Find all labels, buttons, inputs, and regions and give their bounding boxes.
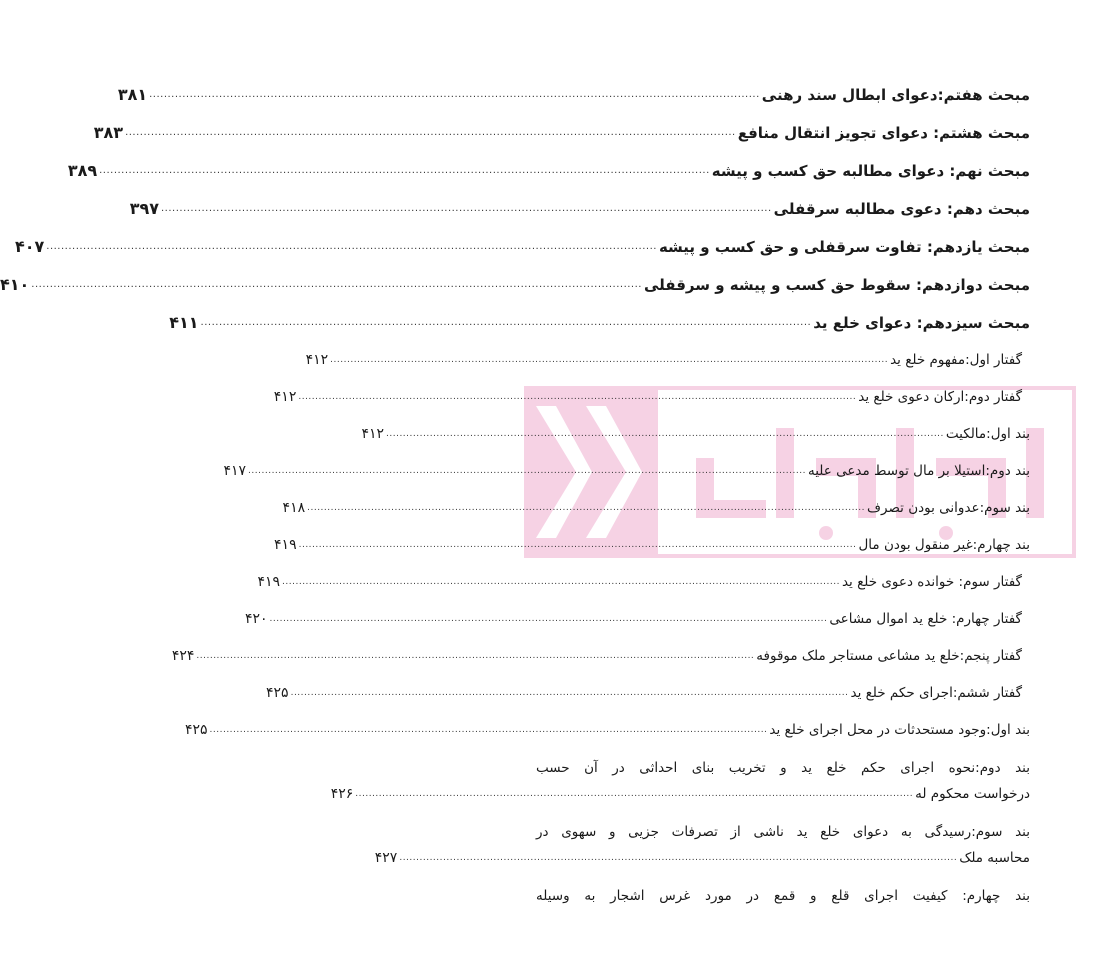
toc-leader-dots: ......................................................................................................................................................................	[298, 392, 857, 402]
toc-section-2	[273, 379, 1030, 416]
toc-item-1	[361, 416, 1030, 453]
toc-leader-dots: ......................................................................................................................................................................	[307, 503, 866, 513]
toc-leader-dots: ......................................................................................................................................................................	[290, 688, 849, 698]
toc-leader-dots: ......................................................................................................................................................................	[125, 127, 736, 138]
toc-page-number: ۴۱۹	[274, 537, 297, 553]
toc-leader-dots: ......................................................................................................................................................................	[399, 853, 958, 863]
toc-entry-label: گفتار ششم:اجرای حکم خلع ید	[850, 685, 1022, 701]
toc-item-5	[184, 712, 1030, 749]
toc-entry-label: مبحث سیزدهم: دعوای خلع ید	[813, 314, 1030, 332]
toc-leader-dots: ......................................................................................................................................................................	[355, 789, 914, 799]
table-of-contents	[0, 76, 1030, 915]
toc-page-number: ۴۱۲	[273, 389, 297, 405]
toc-leader-dots: ......................................................................................................................................................................	[330, 355, 889, 365]
toc-entry-label: مبحث دوازدهم: سقوط حق کسب و پیشه و سرقفلی	[643, 276, 1030, 294]
toc-entry-label: بند چهارم:غیر منقول بودن مال	[858, 537, 1030, 553]
toc-page-number: ۴۰۷	[14, 237, 45, 256]
toc-section-1	[305, 342, 1030, 379]
toc-page-number: ۳۸۳	[93, 123, 124, 142]
toc-page-number: ۴۱۲	[305, 352, 329, 368]
toc-leader-dots: ......................................................................................................................................................................	[209, 725, 768, 735]
toc-item-3	[282, 490, 1030, 527]
toc-page-number: ۳۸۹	[67, 161, 98, 180]
toc-item-6	[330, 749, 1030, 813]
toc-page-number: ۴۲۵	[266, 685, 289, 701]
toc-leader-dots: ......................................................................................................................................................................	[46, 241, 657, 252]
toc-chapter-7	[117, 76, 1030, 114]
toc-leader-dots: ......................................................................................................................................................................	[248, 466, 806, 476]
toc-chapter-11	[14, 228, 1030, 266]
toc-section-3	[257, 564, 1030, 601]
toc-item-2	[223, 453, 1030, 490]
toc-entry-label: گفتار سوم: خوانده دعوی خلع ید	[841, 574, 1022, 590]
toc-page-number: ۴۱۸	[282, 500, 306, 516]
toc-entry-label: بند سوم:رسیدگی به دعوای خلع ید ناشی از تصرفات جزیی و سهوی در	[536, 824, 1030, 840]
toc-page-number: ۴۲۰	[244, 611, 268, 627]
toc-leader-dots: ......................................................................................................................................................................	[161, 203, 772, 214]
toc-entry-label: مبحث یازدهم: تفاوت سرقفلی و حق کسب و پیشه	[658, 238, 1030, 256]
toc-entry-label: بند اول:مالکیت	[945, 426, 1030, 442]
toc-page-number: ۳۹۷	[129, 199, 159, 218]
toc-leader-dots: ......................................................................................................................................................................	[298, 540, 857, 550]
toc-section-6	[266, 675, 1030, 712]
toc-entry-continuation	[330, 781, 1030, 807]
toc-entry-label: گفتار پنجم:خلع ید مشاعی مستاجر ملک موقوفه	[756, 648, 1022, 664]
toc-leader-dots: ......................................................................................................................................................................	[99, 165, 710, 176]
toc-entry-label: بند سوم:عدوانی بودن تصرف	[867, 500, 1030, 516]
toc-entry-continuation	[374, 845, 1030, 871]
toc-section-5	[171, 638, 1030, 675]
toc-leader-dots: ......................................................................................................................................................................	[196, 651, 755, 661]
toc-chapter-13	[169, 304, 1030, 342]
toc-entry-label: بند دوم:استیلا بر مال توسط مدعی علیه	[807, 463, 1030, 479]
toc-leader-dots: ......................................................................................................................................................................	[149, 89, 760, 100]
toc-item-8	[536, 877, 1030, 915]
toc-page-number: ۴۲۷	[374, 850, 398, 866]
toc-entry-label: مبحث هشتم: دعوای تجویز انتقال منافع	[737, 124, 1030, 142]
toc-chapter-9	[67, 152, 1030, 190]
toc-item-4	[274, 527, 1030, 564]
toc-entry-label: بند اول:وجود مستحدثات در محل اجرای خلع ید	[769, 722, 1030, 738]
toc-entry-label: بند دوم:نحوه اجرای حکم خلع ید و تخریب بنای احداثی در آن حسب	[536, 760, 1030, 776]
toc-page-number: ۴۱۰	[0, 275, 30, 294]
toc-item-7	[374, 813, 1030, 877]
toc-page-number: ۴۱۲	[361, 426, 384, 442]
toc-chapter-12	[0, 266, 1030, 304]
toc-entry-label: گفتار چهارم: خلع ید اموال مشاعی	[829, 611, 1022, 627]
toc-page-number: ۴۲۶	[330, 786, 354, 802]
toc-entry-label: بند چهارم: کیفیت اجرای قلع و قمع در مورد غرس اشجار به وسیله	[536, 888, 1030, 904]
toc-section-4	[244, 601, 1030, 638]
toc-leader-dots: ......................................................................................................................................................................	[269, 614, 828, 624]
toc-entry-label: گفتار اول:مفهوم خلع ید	[890, 352, 1022, 368]
toc-entry-label: گفتار دوم:ارکان دعوی خلع ید	[858, 389, 1022, 405]
toc-entry-label: مبحث هفتم:دعوای ابطال سند رهنی	[761, 86, 1030, 104]
toc-leader-dots: ......................................................................................................................................................................	[31, 279, 642, 290]
toc-chapter-8	[93, 114, 1030, 152]
toc-entry-label: مبحث دهم: دعوی مطالبه سرقفلی	[773, 200, 1030, 218]
toc-entry-label-cont: درخواست محکوم له	[915, 786, 1030, 802]
toc-leader-dots: ......................................................................................................................................................................	[386, 429, 944, 439]
toc-chapter-10	[129, 190, 1030, 228]
toc-page-number: ۴۱۹	[257, 574, 281, 590]
toc-leader-dots: ......................................................................................................................................................................	[282, 577, 840, 587]
toc-entry-label-cont: محاسبه ملک	[959, 850, 1030, 866]
toc-leader-dots: ......................................................................................................................................................................	[200, 317, 812, 328]
toc-page-number: ۴۲۵	[184, 722, 208, 738]
toc-page-number: ۴۱۱	[169, 313, 199, 332]
toc-page-number: ۳۸۱	[117, 85, 148, 104]
toc-page-number: ۴۲۴	[171, 648, 195, 664]
toc-entry-label: مبحث نهم: دعوای مطالبه حق کسب و پیشه	[711, 162, 1030, 180]
toc-page-number: ۴۱۷	[223, 463, 247, 479]
